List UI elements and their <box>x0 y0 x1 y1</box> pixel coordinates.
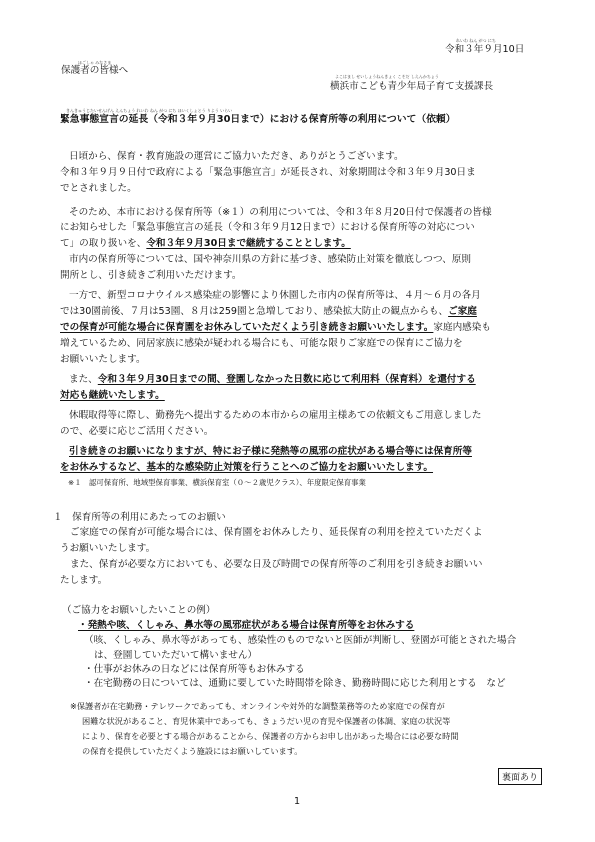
emphasis-prevention: をお休みするなど、基本的な感染防止対策を行うことへのご協力をお願いいたします。 <box>60 462 434 473</box>
example-item: ・発熱や咳、くしゃみ、鼻水等の風邪症状がある場合は保育所等をお休みする <box>78 620 415 631</box>
intro-line: 日頃から、保育・教育施設の運営にご協力いただき、ありがとうございます。 <box>69 151 404 162</box>
emphasis-home-care-request: での保育が可能な場合に保育園をお休みしていただくよう引き続きお願いいたします。 <box>60 322 434 333</box>
emphasis-symptoms: 引き続きのお願いになりますが、特にお子様に発熱等の風邪の症状がある場合等には保育所等 <box>69 446 472 457</box>
intro-line <box>60 306 477 318</box>
section-text: たします。 <box>60 575 108 586</box>
addressee: 保護者の皆様へ <box>61 65 129 76</box>
intro-line: 開所とし、引き続きご利用いただけます。 <box>60 270 242 281</box>
addressee-reading: ほごしゃ みなさま <box>78 60 112 65</box>
intro-line: そのため、本市における保育所等（※１）の利用については、令和３年８月20日付で保護者の皆様 <box>69 207 492 218</box>
footnote-line: により、保育を必要とする場合があることから、保護者の方からお申し出があった場合には必要な時間 <box>82 731 459 741</box>
issue-date: 令和３年９月10日 <box>445 44 525 55</box>
intro-text: て」の取り扱いを、 <box>60 238 147 249</box>
example-note: （咳、くしゃみ、鼻水等があっても、感染性のものでないと医師が判断し、登園が可能とされた場合 <box>84 635 517 646</box>
intro-line: 休暇取得等に際し、勤務先へ提出するための本市からの雇用主様あての依頼文もご用意しました <box>69 410 482 421</box>
intro-text: また、 <box>69 374 98 385</box>
title-reading: きんきゅうじたいせんげん えんちょう れいわ ねん がつ にち ほいくしょとう りよう いらい <box>66 108 233 113</box>
emphasis-refund: 令和３年９月30日までの間、登園しなかった日数に応じて利用料（保育料）を還付する <box>97 374 476 385</box>
date-reading: れいわ ねん がつ にち <box>456 38 496 43</box>
page-number: 1 <box>294 796 301 807</box>
intro-line: 一方で、新型コロナウイルス感染症の影響により休園した市内の保育所等は、４月～６月の各月 <box>69 290 481 301</box>
example-item: ・在宅勤務の日については、通勤に要していた時間帯を除き、勤務時間に応じた利用とする など <box>84 678 506 689</box>
footnote-line: ※保護者が在宅勤務・テレワークであっても、オンラインや対外的な調整業務等のため家庭での保育が <box>70 701 445 711</box>
examples-heading: （ご協力をお願いしたいことの例） <box>62 605 216 616</box>
emphasis-refund-continuation: 対応も継続いたします。 <box>60 390 165 401</box>
intro-text: 家庭内感染も <box>433 322 491 333</box>
example-note: は、登園していただいて構いません） <box>94 650 258 661</box>
footnote-line: 困難な状況があること、育児休業中であっても、きょうだい児の育児や保護者の体調、家庭の状況等 <box>82 716 451 726</box>
intro-line: 市内の保育所等については、国や神奈川県の方針に基づき、感染防止対策を徹底しつつ、原則 <box>69 254 471 265</box>
intro-line: お願いいたします。 <box>60 354 146 365</box>
intro-line <box>60 238 351 250</box>
section-text: また、保育が必要な方においても、必要な日及び時間での保育所等のご利用を引き続きお願いい <box>70 559 483 570</box>
example-item: ・仕事がお休みの日などには保育所等もお休みする <box>84 664 305 675</box>
section-text: ご家庭での保育が可能な場合には、保育園をお休みしたり、延長保育の利用を控えていただくよ <box>70 527 483 538</box>
sender: 横浜市こども青少年局子育て支援課長 <box>330 81 494 92</box>
intro-line: でとされました。 <box>60 183 137 194</box>
section-heading: １ 保育所等の利用にあたってのお願い <box>53 512 226 523</box>
footnote-1: ※１ 認可保育所、地域型保育事業、横浜保育室（０～２歳児クラス）、年度限定保育事業 <box>68 478 366 487</box>
emphasis-home-care: ご家庭 <box>448 306 477 317</box>
intro-line: 増えているため、同居家族に感染が疑われる場合にも、可能な限りご家庭での保育にご協力を <box>60 338 463 349</box>
intro-line <box>69 374 476 386</box>
document-title: 緊急事態宣言の延長（令和３年９月30日まで）における保育所等の利用について（依頼） <box>60 114 456 125</box>
emphasis-continuation: 令和３年９月30日まで継続することとします。 <box>146 238 351 249</box>
intro-line: にお知らせした「緊急事態宣言の延長（令和３年９月12日まで）における保育所等の対応につい <box>60 222 475 233</box>
intro-line: 令和３年９月９日付で政府による「緊急事態宣言」が延長され、対象期間は令和３年９月30日ま <box>60 167 476 178</box>
reverse-side-label: 裏面あり <box>498 768 542 785</box>
footnote-line: の保育を提供していただくよう施設にはお願いしています。 <box>82 746 303 756</box>
intro-text: では30園前後、７月は53園、８月は259園と急増しており、感染拡大防止の観点からも、 <box>60 306 449 317</box>
intro-line <box>60 322 491 334</box>
intro-line: ので、必要に応じご活用ください。 <box>60 426 214 437</box>
sender-reading: よこはまし せいしょうねんきょく こそだ しえんかちょう <box>335 74 439 79</box>
section-text: うお願いいたします。 <box>60 543 156 554</box>
